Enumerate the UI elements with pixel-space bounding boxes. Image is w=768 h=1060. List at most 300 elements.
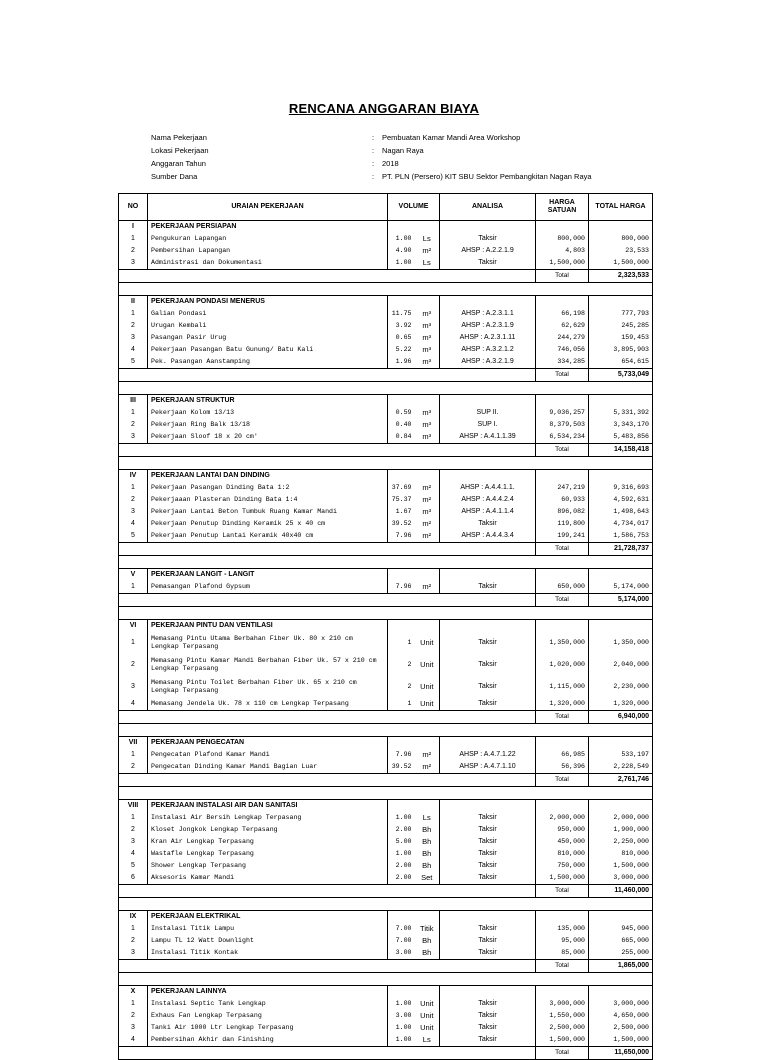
empty-cell bbox=[415, 569, 440, 582]
item-total-harga: 2,250,000 bbox=[589, 836, 653, 848]
item-description: Memasang Pintu Kamar Mandi Berbahan Fiber Uk. 57 x 210 cm Lengkap Terpasang bbox=[148, 654, 388, 676]
table-row bbox=[119, 308, 653, 320]
meta-colon: : bbox=[372, 133, 375, 142]
item-description: Exhaus Fan Lengkap Terpasang bbox=[148, 1010, 388, 1022]
section-title: PEKERJAAN PENGECATAN bbox=[148, 737, 388, 750]
item-unit: m² bbox=[415, 761, 440, 774]
section-total-label: Total bbox=[536, 885, 589, 898]
item-harga-satuan: 750,000 bbox=[536, 860, 589, 872]
empty-cell bbox=[388, 737, 415, 750]
item-description: Pekerjaan Pasangan Dinding Bata 1:2 bbox=[148, 482, 388, 494]
empty-cell bbox=[388, 470, 415, 483]
table-row bbox=[119, 344, 653, 356]
item-volume: 2.00 bbox=[395, 826, 412, 833]
item-description: Instalasi Titik Lampu bbox=[148, 923, 388, 935]
empty-cell bbox=[119, 270, 536, 283]
item-unit: m³ bbox=[415, 407, 440, 419]
table-row bbox=[119, 1010, 653, 1022]
item-number: 5 bbox=[119, 356, 148, 369]
item-description: Lampu TL 12 Watt Downlight bbox=[148, 935, 388, 947]
item-volume: 1.96 bbox=[395, 358, 412, 365]
item-description: Pek. Pasangan Aanstamping bbox=[148, 356, 388, 369]
item-volume: 7.96 bbox=[395, 532, 412, 539]
meta-label: Nama Pekerjaan bbox=[151, 133, 207, 142]
meta-value: Nagan Raya bbox=[382, 146, 424, 155]
item-analisa: AHSP : A.4.7.1.22 bbox=[440, 749, 536, 761]
meta-colon: : bbox=[372, 172, 375, 181]
empty-cell bbox=[388, 620, 415, 633]
empty-cell bbox=[119, 543, 536, 556]
item-analisa: Taksir bbox=[440, 1034, 536, 1047]
empty-cell bbox=[440, 911, 536, 924]
item-harga-satuan: 334,285 bbox=[536, 356, 589, 369]
item-description: Pekerjaaan Plasteran Dinding Bata 1:4 bbox=[148, 494, 388, 506]
table-row bbox=[119, 233, 653, 245]
table-body bbox=[119, 221, 653, 1060]
item-description: Kloset Jongkok Lengkap Terpasang bbox=[148, 824, 388, 836]
item-unit: m³ bbox=[415, 320, 440, 332]
item-total-harga: 1,900,000 bbox=[589, 824, 653, 836]
section-spacer-row bbox=[119, 382, 653, 395]
item-analisa: SUP I. bbox=[440, 419, 536, 431]
section-total-label: Total bbox=[536, 960, 589, 973]
table-row bbox=[119, 872, 653, 885]
item-description: Kran Air Lengkap Terpasang bbox=[148, 836, 388, 848]
item-total-harga: 810,000 bbox=[589, 848, 653, 860]
item-volume: 1.00 bbox=[395, 235, 412, 242]
spacer-cell bbox=[119, 787, 653, 800]
item-number: 4 bbox=[119, 698, 148, 711]
empty-cell bbox=[589, 737, 653, 750]
section-total-row bbox=[119, 369, 653, 382]
table-row bbox=[119, 431, 653, 444]
item-total-harga: 533,197 bbox=[589, 749, 653, 761]
item-number: 6 bbox=[119, 872, 148, 885]
item-unit: Bh bbox=[415, 935, 440, 947]
item-volume: 4.90 bbox=[395, 247, 412, 254]
section-total-value: 2,323,533 bbox=[589, 270, 653, 283]
item-harga-satuan: 2,500,000 bbox=[536, 1022, 589, 1034]
empty-cell bbox=[589, 569, 653, 582]
header-description: URAIAN PEKERJAAN bbox=[148, 194, 388, 221]
empty-cell bbox=[536, 986, 589, 999]
empty-cell bbox=[415, 620, 440, 633]
section-total-value: 11,460,000 bbox=[589, 885, 653, 898]
empty-cell bbox=[388, 296, 415, 309]
item-volume: 1.00 bbox=[395, 850, 412, 857]
table-row bbox=[119, 506, 653, 518]
item-description: Instalasi Septic Tank Lengkap bbox=[148, 998, 388, 1010]
item-description: Urugan Kembali bbox=[148, 320, 388, 332]
section-total-row bbox=[119, 885, 653, 898]
section-spacer-row bbox=[119, 973, 653, 986]
table-row bbox=[119, 245, 653, 257]
table-row bbox=[119, 494, 653, 506]
item-total-harga: 5,174,000 bbox=[589, 581, 653, 594]
section-number: VIII bbox=[119, 800, 148, 813]
item-volume: 7.96 bbox=[395, 583, 412, 590]
item-total-harga: 245,285 bbox=[589, 320, 653, 332]
table-row bbox=[119, 407, 653, 419]
spacer-cell bbox=[119, 607, 653, 620]
item-description: Pembersihan Akhir dan Finishing bbox=[148, 1034, 388, 1047]
item-analisa: AHSP : A.4.4.2.4 bbox=[440, 494, 536, 506]
table-row bbox=[119, 761, 653, 774]
item-unit: m³ bbox=[415, 506, 440, 518]
table-header-row bbox=[119, 194, 653, 221]
item-number: 1 bbox=[119, 923, 148, 935]
item-volume: 3.92 bbox=[395, 322, 412, 329]
item-number: 3 bbox=[119, 431, 148, 444]
item-harga-satuan: 950,000 bbox=[536, 824, 589, 836]
item-total-harga: 2,040,000 bbox=[589, 654, 653, 676]
table-row bbox=[119, 923, 653, 935]
item-analisa: AHSP : A.4.7.1.10 bbox=[440, 761, 536, 774]
item-volume: 39.52 bbox=[391, 520, 412, 527]
item-volume: 7.00 bbox=[395, 937, 412, 944]
section-header-row bbox=[119, 911, 653, 924]
empty-cell bbox=[440, 569, 536, 582]
section-title: PEKERJAAN INSTALASI AIR DAN SANITASI bbox=[148, 800, 388, 813]
section-total-label: Total bbox=[536, 594, 589, 607]
section-total-row bbox=[119, 960, 653, 973]
item-number: 3 bbox=[119, 506, 148, 518]
empty-cell bbox=[415, 737, 440, 750]
section-title: PEKERJAAN LAINNYA bbox=[148, 986, 388, 999]
item-analisa: AHSP : A.2.3.1.11 bbox=[440, 332, 536, 344]
empty-cell bbox=[415, 296, 440, 309]
item-number: 1 bbox=[119, 998, 148, 1010]
empty-cell bbox=[589, 296, 653, 309]
section-header-row bbox=[119, 470, 653, 483]
empty-cell bbox=[388, 221, 415, 234]
item-description: Pembersihan Lapangan bbox=[148, 245, 388, 257]
item-volume: 5.22 bbox=[395, 346, 412, 353]
item-total-harga: 255,000 bbox=[589, 947, 653, 960]
empty-cell bbox=[589, 221, 653, 234]
table-row bbox=[119, 998, 653, 1010]
table-row bbox=[119, 654, 653, 676]
item-volume: 0.59 bbox=[395, 409, 412, 416]
header-no: NO bbox=[119, 194, 148, 221]
empty-cell bbox=[440, 986, 536, 999]
item-description: Pekerjaan Lantai Beton Tumbuk Ruang Kamar Mandi bbox=[148, 506, 388, 518]
item-number: 2 bbox=[119, 419, 148, 431]
item-volume: 7.00 bbox=[395, 925, 412, 932]
section-total-value: 14,158,418 bbox=[589, 444, 653, 457]
table-row bbox=[119, 836, 653, 848]
item-harga-satuan: 1,500,000 bbox=[536, 872, 589, 885]
table-row bbox=[119, 749, 653, 761]
section-number: I bbox=[119, 221, 148, 234]
empty-cell bbox=[388, 395, 415, 408]
item-number: 4 bbox=[119, 848, 148, 860]
item-number: 1 bbox=[119, 581, 148, 594]
item-number: 2 bbox=[119, 1010, 148, 1022]
item-description: Wastafle Lengkap Terpasang bbox=[148, 848, 388, 860]
item-volume: 39.52 bbox=[391, 763, 412, 770]
item-harga-satuan: 450,000 bbox=[536, 836, 589, 848]
item-analisa: AHSP : A.3.2.1.9 bbox=[440, 356, 536, 369]
item-volume: 1.00 bbox=[395, 1036, 412, 1043]
meta-label: Sumber Dana bbox=[151, 172, 198, 181]
empty-cell bbox=[119, 711, 536, 724]
section-number: X bbox=[119, 986, 148, 999]
section-total-row bbox=[119, 711, 653, 724]
item-harga-satuan: 244,279 bbox=[536, 332, 589, 344]
item-volume: 1 bbox=[407, 700, 412, 707]
item-total-harga: 4,734,017 bbox=[589, 518, 653, 530]
item-unit: Titik bbox=[415, 923, 440, 935]
empty-cell bbox=[388, 911, 415, 924]
item-unit: m² bbox=[415, 581, 440, 594]
empty-cell bbox=[415, 221, 440, 234]
empty-cell bbox=[415, 395, 440, 408]
item-analisa: Taksir bbox=[440, 698, 536, 711]
item-total-harga: 777,793 bbox=[589, 308, 653, 320]
item-unit: m³ bbox=[415, 332, 440, 344]
section-spacer-row bbox=[119, 283, 653, 296]
spacer-cell bbox=[119, 283, 653, 296]
table-row bbox=[119, 698, 653, 711]
item-harga-satuan: 1,350,000 bbox=[536, 632, 589, 654]
item-number: 2 bbox=[119, 761, 148, 774]
item-analisa: AHSP : A.2.3.1.1 bbox=[440, 308, 536, 320]
section-header-row bbox=[119, 986, 653, 999]
header-harga-satuan: HARGA SATUAN bbox=[536, 194, 589, 221]
section-number: VI bbox=[119, 620, 148, 633]
item-number: 3 bbox=[119, 947, 148, 960]
empty-cell bbox=[415, 911, 440, 924]
item-analisa: Taksir bbox=[440, 654, 536, 676]
section-number: III bbox=[119, 395, 148, 408]
section-total-value: 11,650,000 bbox=[589, 1047, 653, 1060]
item-volume: 2.00 bbox=[395, 874, 412, 881]
item-total-harga: 3,895,903 bbox=[589, 344, 653, 356]
spacer-cell bbox=[119, 898, 653, 911]
item-volume: 1.00 bbox=[395, 814, 412, 821]
empty-cell bbox=[440, 296, 536, 309]
item-number: 2 bbox=[119, 654, 148, 676]
empty-cell bbox=[440, 800, 536, 813]
empty-cell bbox=[119, 1047, 536, 1060]
item-description: Pemasangan Plafond Gypsum bbox=[148, 581, 388, 594]
item-number: 2 bbox=[119, 824, 148, 836]
item-description: Pekerjaan Ring Balk 13/18 bbox=[148, 419, 388, 431]
item-unit: m² bbox=[415, 530, 440, 543]
item-analisa: AHSP : A.3.2.1.2 bbox=[440, 344, 536, 356]
item-unit: m² bbox=[415, 749, 440, 761]
item-unit: Set bbox=[415, 872, 440, 885]
table-row bbox=[119, 812, 653, 824]
table-row bbox=[119, 419, 653, 431]
item-volume: 1 bbox=[407, 639, 412, 646]
item-analisa: Taksir bbox=[440, 518, 536, 530]
item-volume: 0.84 bbox=[395, 433, 412, 440]
section-total-value: 21,728,737 bbox=[589, 543, 653, 556]
item-unit: Bh bbox=[415, 947, 440, 960]
item-volume: 3.00 bbox=[395, 949, 412, 956]
meta-label: Anggaran Tahun bbox=[151, 159, 206, 168]
section-total-row bbox=[119, 444, 653, 457]
item-harga-satuan: 810,000 bbox=[536, 848, 589, 860]
item-unit: Unit bbox=[415, 1022, 440, 1034]
item-total-harga: 1,586,753 bbox=[589, 530, 653, 543]
item-total-harga: 9,316,693 bbox=[589, 482, 653, 494]
section-total-label: Total bbox=[536, 543, 589, 556]
empty-cell bbox=[119, 594, 536, 607]
item-number: 2 bbox=[119, 494, 148, 506]
section-total-value: 2,761,746 bbox=[589, 774, 653, 787]
item-number: 1 bbox=[119, 482, 148, 494]
section-spacer-row bbox=[119, 457, 653, 470]
item-description: Aksesoris Kamar Mandi bbox=[148, 872, 388, 885]
item-unit: m² bbox=[415, 518, 440, 530]
item-total-harga: 5,331,392 bbox=[589, 407, 653, 419]
item-volume: 11.75 bbox=[391, 310, 412, 317]
spacer-cell bbox=[119, 457, 653, 470]
empty-cell bbox=[536, 296, 589, 309]
section-header-row bbox=[119, 296, 653, 309]
item-harga-satuan: 3,000,000 bbox=[536, 998, 589, 1010]
item-total-harga: 945,000 bbox=[589, 923, 653, 935]
item-description: Pekerjaan Kolom 13/13 bbox=[148, 407, 388, 419]
budget-table bbox=[118, 193, 653, 1060]
empty-cell bbox=[415, 986, 440, 999]
item-description: Instalasi Titik Kontak bbox=[148, 947, 388, 960]
item-total-harga: 3,343,170 bbox=[589, 419, 653, 431]
item-volume: 0.65 bbox=[395, 334, 412, 341]
item-harga-satuan: 1,500,000 bbox=[536, 1034, 589, 1047]
item-analisa: AHSP : A.2.2.1.9 bbox=[440, 245, 536, 257]
item-harga-satuan: 135,000 bbox=[536, 923, 589, 935]
item-analisa: Taksir bbox=[440, 836, 536, 848]
item-description: Pekerjaan Penutup Dinding Keramik 25 x 40 cm bbox=[148, 518, 388, 530]
item-analisa: SUP II. bbox=[440, 407, 536, 419]
spacer-cell bbox=[119, 724, 653, 737]
empty-cell bbox=[388, 986, 415, 999]
item-harga-satuan: 56,396 bbox=[536, 761, 589, 774]
item-unit: Unit bbox=[415, 654, 440, 676]
meta-row bbox=[151, 157, 682, 170]
item-total-harga: 23,533 bbox=[589, 245, 653, 257]
item-analisa: AHSP : A.4.1.1.4 bbox=[440, 506, 536, 518]
item-analisa: Taksir bbox=[440, 257, 536, 270]
section-spacer-row bbox=[119, 724, 653, 737]
empty-cell bbox=[589, 911, 653, 924]
item-analisa: AHSP : A.2.3.1.9 bbox=[440, 320, 536, 332]
item-harga-satuan: 1,020,000 bbox=[536, 654, 589, 676]
item-volume: 37.69 bbox=[391, 484, 412, 491]
table-row bbox=[119, 581, 653, 594]
section-title: PEKERJAAN PERSIAPAN bbox=[148, 221, 388, 234]
item-number: 5 bbox=[119, 860, 148, 872]
meta-value: 2018 bbox=[382, 159, 399, 168]
section-spacer-row bbox=[119, 787, 653, 800]
section-spacer-row bbox=[119, 898, 653, 911]
item-total-harga: 2,230,000 bbox=[589, 676, 653, 698]
section-total-value: 6,940,000 bbox=[589, 711, 653, 724]
section-total-label: Total bbox=[536, 369, 589, 382]
item-total-harga: 654,615 bbox=[589, 356, 653, 369]
item-harga-satuan: 2,000,000 bbox=[536, 812, 589, 824]
empty-cell bbox=[536, 620, 589, 633]
item-number: 4 bbox=[119, 518, 148, 530]
empty-cell bbox=[119, 774, 536, 787]
table-row bbox=[119, 332, 653, 344]
section-spacer-row bbox=[119, 607, 653, 620]
item-unit: m³ bbox=[415, 308, 440, 320]
item-total-harga: 2,500,000 bbox=[589, 1022, 653, 1034]
item-analisa: Taksir bbox=[440, 1010, 536, 1022]
empty-cell bbox=[536, 569, 589, 582]
item-description: Pengecatan Dinding Kamar Mandi Bagian Luar bbox=[148, 761, 388, 774]
item-volume: 3.00 bbox=[395, 1012, 412, 1019]
spacer-cell bbox=[119, 556, 653, 569]
item-unit: m² bbox=[415, 482, 440, 494]
item-analisa: Taksir bbox=[440, 923, 536, 935]
empty-cell bbox=[589, 395, 653, 408]
item-analisa: Taksir bbox=[440, 947, 536, 960]
item-volume: 0.40 bbox=[395, 421, 412, 428]
empty-cell bbox=[589, 620, 653, 633]
item-number: 1 bbox=[119, 749, 148, 761]
item-number: 3 bbox=[119, 676, 148, 698]
empty-cell bbox=[119, 885, 536, 898]
item-harga-satuan: 896,082 bbox=[536, 506, 589, 518]
item-total-harga: 1,500,000 bbox=[589, 257, 653, 270]
empty-cell bbox=[536, 470, 589, 483]
item-description: Instalasi Air Bersih Lengkap Terpasang bbox=[148, 812, 388, 824]
item-unit: Bh bbox=[415, 824, 440, 836]
item-unit: m² bbox=[415, 494, 440, 506]
item-analisa: Taksir bbox=[440, 1022, 536, 1034]
item-total-harga: 1,500,000 bbox=[589, 1034, 653, 1047]
item-description: Pekerjaan Sloof 18 x 20 cm' bbox=[148, 431, 388, 444]
table-row bbox=[119, 848, 653, 860]
item-volume: 1.00 bbox=[395, 1024, 412, 1031]
table-row bbox=[119, 1034, 653, 1047]
item-analisa: Taksir bbox=[440, 998, 536, 1010]
section-total-row bbox=[119, 594, 653, 607]
item-number: 1 bbox=[119, 407, 148, 419]
section-number: IX bbox=[119, 911, 148, 924]
section-number: II bbox=[119, 296, 148, 309]
section-total-label: Total bbox=[536, 711, 589, 724]
empty-cell bbox=[440, 470, 536, 483]
item-total-harga: 3,000,000 bbox=[589, 998, 653, 1010]
empty-cell bbox=[589, 986, 653, 999]
item-harga-satuan: 1,500,000 bbox=[536, 257, 589, 270]
table-row bbox=[119, 632, 653, 654]
section-total-row bbox=[119, 543, 653, 556]
empty-cell bbox=[440, 221, 536, 234]
item-unit: m³ bbox=[415, 344, 440, 356]
item-volume: 1.67 bbox=[395, 508, 412, 515]
item-description: Memasang Pintu Utama Berbahan Fiber Uk. 80 x 210 cm Lengkap Terpasang bbox=[148, 632, 388, 654]
item-number: 1 bbox=[119, 308, 148, 320]
section-title: PEKERJAAN ELEKTRIKAL bbox=[148, 911, 388, 924]
item-analisa: Taksir bbox=[440, 848, 536, 860]
empty-cell bbox=[119, 369, 536, 382]
section-number: V bbox=[119, 569, 148, 582]
item-total-harga: 665,000 bbox=[589, 935, 653, 947]
item-harga-satuan: 746,056 bbox=[536, 344, 589, 356]
item-analisa: Taksir bbox=[440, 872, 536, 885]
item-number: 3 bbox=[119, 332, 148, 344]
item-unit: Ls bbox=[415, 257, 440, 270]
table-row bbox=[119, 824, 653, 836]
